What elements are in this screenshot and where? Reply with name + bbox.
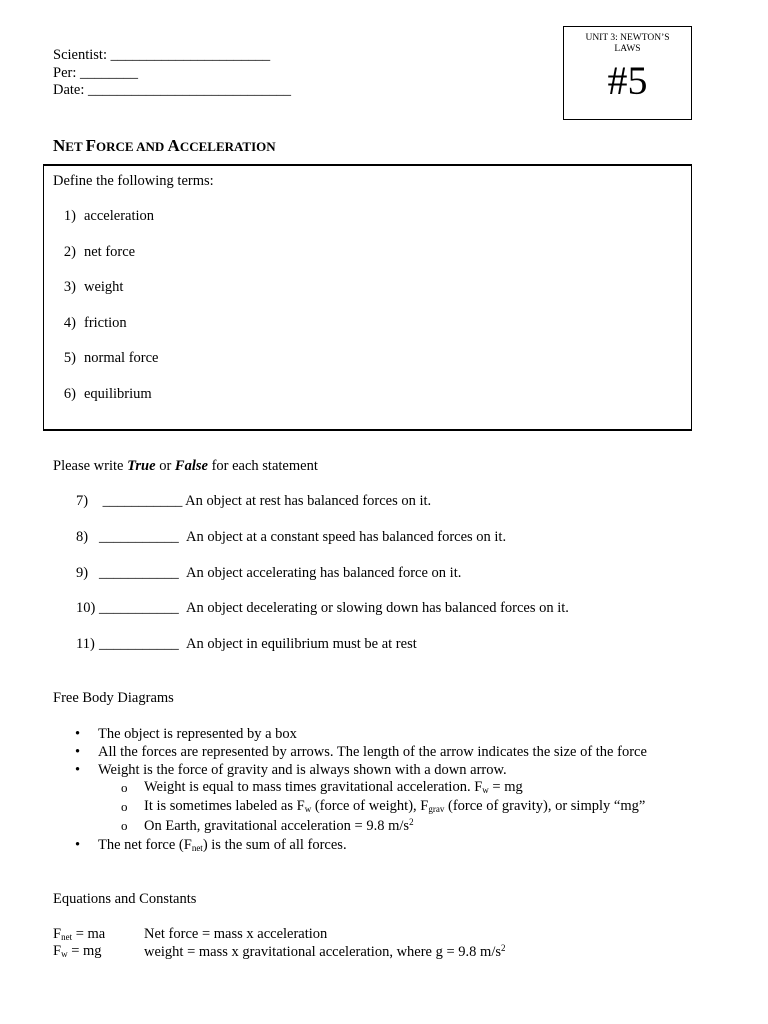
equation-formula: $F_w$ = mg bbox=[53, 943, 102, 959]
definition-item: 1) acceleration bbox=[63, 208, 155, 224]
true-false-item: 7) ___________ An object at rest has balanced forces on it. bbox=[76, 493, 432, 509]
scientist-field: Scientist: ______________________ bbox=[53, 47, 271, 63]
definition-item: 3) weight bbox=[63, 279, 124, 295]
equations-heading: Equations and Constants bbox=[53, 891, 197, 907]
fbd-bullet: The object is represented by a box bbox=[98, 726, 297, 742]
true-false-item: 11) ___________ An object in equilibrium must be at rest bbox=[76, 636, 417, 652]
answer-blank[interactable]: ___________ bbox=[99, 600, 179, 616]
answer-blank[interactable]: ___________ bbox=[99, 565, 179, 581]
equation-description: weight = mass x gravitational acceleration, where g = 9.8 $m/s^2$ bbox=[144, 943, 506, 960]
fbd-bullet: The net force $(F_{net})$ is the sum of all forces. bbox=[98, 837, 347, 853]
unit-box bbox=[563, 26, 692, 120]
true-false-item: 9) ___________ An object accelerating has balanced force on it. bbox=[76, 565, 462, 581]
definition-item: 4) friction bbox=[63, 315, 127, 331]
bullet-icon: • bbox=[75, 744, 81, 760]
answer-blank[interactable]: ___________ bbox=[102, 493, 183, 509]
worksheet-number: #5 bbox=[607, 58, 648, 103]
definitions-intro: Define the following terms: bbox=[53, 173, 214, 189]
bullet-icon: • bbox=[75, 837, 81, 853]
date-field: Date: ____________________________ bbox=[53, 82, 292, 98]
equation-formula: $F_{net}$ = ma bbox=[53, 926, 106, 942]
true-false-intro: Please write True or False for each statement bbox=[53, 458, 318, 474]
definition-item: 6) equilibrium bbox=[63, 386, 152, 402]
sub-bullet-icon: o bbox=[121, 780, 128, 795]
sub-bullet-icon: o bbox=[121, 818, 128, 833]
sub-bullet-icon: o bbox=[121, 799, 128, 814]
fbd-sub-bullet: It is sometimes labeled as $F_w$ (force of weight), $F_{grav}$ (force of gravity), or simply “mg” bbox=[144, 798, 646, 814]
true-false-item: 8) ___________ An object at a constant speed has balanced forces on it. bbox=[76, 529, 507, 545]
true-false-item: 10) ___________ An object decelerating or slowing down has balanced forces on it. bbox=[76, 600, 569, 616]
equation-description: Net force = mass x acceleration bbox=[144, 926, 328, 942]
period-field: Per: ________ bbox=[53, 65, 138, 81]
answer-blank[interactable]: ___________ bbox=[99, 529, 179, 545]
fbd-bullet: Weight is the force of gravity and is always shown with a down arrow. bbox=[98, 762, 507, 778]
fbd-sub-bullet: On Earth, gravitational acceleration = 9.8 $m/s^2$ bbox=[144, 817, 414, 834]
fbd-heading: Free Body Diagrams bbox=[53, 690, 174, 706]
answer-blank[interactable]: ___________ bbox=[99, 636, 179, 652]
definition-item: 5) normal force bbox=[63, 350, 159, 366]
fbd-bullet: All the forces are represented by arrows. The length of the arrow indicates the size of the force bbox=[98, 744, 647, 760]
fbd-sub-bullet: Weight is equal to mass times gravitational acceleration. $F_w$ = mg bbox=[144, 779, 523, 795]
definition-item: 2) net force bbox=[63, 244, 136, 260]
page-title: NET FORCE AND ACCELERATION bbox=[53, 136, 276, 155]
bullet-icon: • bbox=[75, 726, 81, 742]
unit-label: UNIT 3: NEWTON’S LAWS bbox=[585, 33, 670, 54]
bullet-icon: • bbox=[75, 762, 81, 778]
